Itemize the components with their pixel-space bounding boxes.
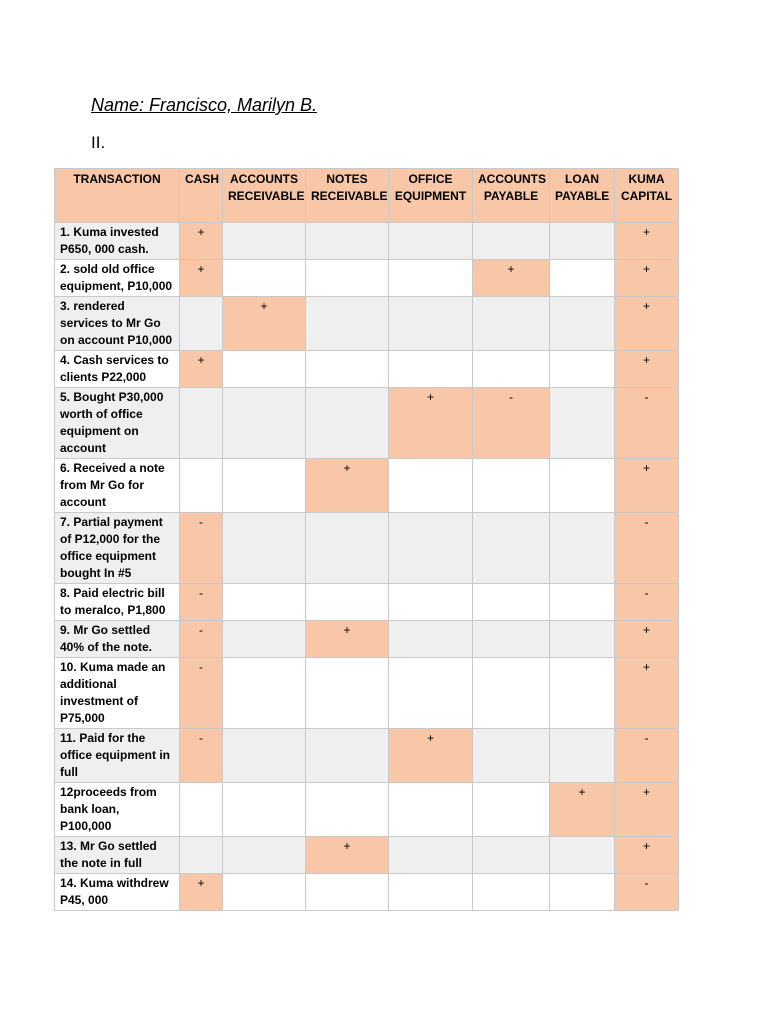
table-row <box>55 459 679 513</box>
effect-cell: + <box>306 837 389 874</box>
col-header: OFFICE EQUIPMENT <box>389 169 473 223</box>
effect-cell: + <box>615 658 679 729</box>
effect-cell: - <box>180 621 223 658</box>
transaction-description: 6. Received a note from Mr Go for account <box>55 459 180 513</box>
effect-cell <box>550 260 615 297</box>
transaction-description: 14. Kuma withdrew P45, 000 <box>55 874 180 911</box>
col-header: NOTES RECEIVABLE <box>306 169 389 223</box>
effect-cell <box>473 837 550 874</box>
transaction-description: 7. Partial payment of P12,000 for the office equipment bought In #5 <box>55 513 180 584</box>
table-row <box>55 223 679 260</box>
effect-cell <box>223 584 306 621</box>
effect-cell <box>389 837 473 874</box>
effect-cell <box>473 223 550 260</box>
effect-cell <box>550 297 615 351</box>
effect-cell <box>550 513 615 584</box>
effect-cell <box>223 260 306 297</box>
transaction-description: 2. sold old office equipment, P10,000 <box>55 260 180 297</box>
header-row <box>55 169 679 223</box>
effect-cell <box>223 658 306 729</box>
effect-cell <box>389 297 473 351</box>
col-header: KUMA CAPITAL <box>615 169 679 223</box>
effect-cell: - <box>615 388 679 459</box>
effect-cell <box>473 297 550 351</box>
table-row <box>55 658 679 729</box>
effect-cell <box>306 658 389 729</box>
effect-cell <box>550 584 615 621</box>
student-name: Name: Francisco, Marilyn B. <box>91 95 318 115</box>
effect-cell <box>389 874 473 911</box>
col-header: CASH <box>180 169 223 223</box>
effect-cell <box>180 459 223 513</box>
table-row <box>55 351 679 388</box>
transaction-description: 13. Mr Go settled the note in full <box>55 837 180 874</box>
effect-cell <box>180 783 223 837</box>
transaction-description: 1. Kuma invested P650, 000 cash. <box>55 223 180 260</box>
effect-cell <box>223 837 306 874</box>
effect-cell: - <box>180 658 223 729</box>
effect-cell: - <box>473 388 550 459</box>
transaction-table <box>54 168 679 911</box>
effect-cell <box>306 260 389 297</box>
effect-cell <box>473 621 550 658</box>
effect-cell <box>473 351 550 388</box>
transaction-description: 8. Paid electric bill to meralco, P1,800 <box>55 584 180 621</box>
effect-cell <box>550 351 615 388</box>
effect-cell <box>550 837 615 874</box>
effect-cell: + <box>389 729 473 783</box>
effect-cell: - <box>615 513 679 584</box>
effect-cell <box>306 783 389 837</box>
effect-cell: + <box>389 388 473 459</box>
section-number: II. <box>91 133 106 152</box>
effect-cell <box>389 658 473 729</box>
transaction-description: 12proceeds from bank loan, P100,000 <box>55 783 180 837</box>
effect-cell <box>389 351 473 388</box>
effect-cell <box>306 223 389 260</box>
table-row <box>55 584 679 621</box>
effect-cell: + <box>615 351 679 388</box>
effect-cell <box>180 297 223 351</box>
effect-cell: + <box>223 297 306 351</box>
effect-cell <box>473 513 550 584</box>
effect-cell: + <box>550 783 615 837</box>
effect-cell <box>550 874 615 911</box>
col-header: ACCOUNTS RECEIVABLE <box>223 169 306 223</box>
effect-cell <box>473 459 550 513</box>
transaction-description: 5. Bought P30,000 worth of office equipment on account <box>55 388 180 459</box>
effect-cell <box>389 584 473 621</box>
table-row <box>55 513 679 584</box>
effect-cell <box>473 729 550 783</box>
effect-cell: - <box>615 874 679 911</box>
effect-cell <box>389 621 473 658</box>
effect-cell: + <box>180 874 223 911</box>
effect-cell: - <box>180 513 223 584</box>
effect-cell <box>223 874 306 911</box>
effect-cell <box>306 584 389 621</box>
effect-cell: - <box>615 729 679 783</box>
effect-cell <box>223 351 306 388</box>
col-header: TRANSACTION <box>55 169 180 223</box>
table-row <box>55 260 679 297</box>
effect-cell <box>306 513 389 584</box>
effect-cell: + <box>180 223 223 260</box>
effect-cell <box>389 260 473 297</box>
effect-cell: + <box>615 260 679 297</box>
effect-cell: + <box>615 223 679 260</box>
effect-cell: + <box>306 459 389 513</box>
effect-cell: + <box>615 783 679 837</box>
effect-cell: + <box>306 621 389 658</box>
transaction-description: 10. Kuma made an additional investment of P75,000 <box>55 658 180 729</box>
effect-cell <box>223 729 306 783</box>
effect-cell <box>306 297 389 351</box>
effect-cell: + <box>615 297 679 351</box>
effect-cell: + <box>615 621 679 658</box>
effect-cell: - <box>615 584 679 621</box>
effect-cell <box>180 837 223 874</box>
effect-cell <box>550 658 615 729</box>
col-header: LOAN PAYABLE <box>550 169 615 223</box>
effect-cell <box>180 388 223 459</box>
effect-cell <box>550 223 615 260</box>
effect-cell: + <box>615 837 679 874</box>
table-row <box>55 874 679 911</box>
effect-cell <box>223 783 306 837</box>
table-row <box>55 388 679 459</box>
effect-cell <box>223 388 306 459</box>
effect-cell <box>306 729 389 783</box>
effect-cell <box>306 388 389 459</box>
effect-cell: + <box>180 351 223 388</box>
effect-cell <box>223 223 306 260</box>
transaction-description: 4. Cash services to clients P22,000 <box>55 351 180 388</box>
effect-cell <box>306 874 389 911</box>
effect-cell <box>550 388 615 459</box>
effect-cell <box>306 351 389 388</box>
effect-cell <box>389 513 473 584</box>
effect-cell <box>223 621 306 658</box>
effect-cell <box>223 459 306 513</box>
table-row <box>55 837 679 874</box>
effect-cell: - <box>180 584 223 621</box>
effect-cell <box>473 658 550 729</box>
effect-cell <box>223 513 306 584</box>
effect-cell <box>389 783 473 837</box>
effect-cell: - <box>180 729 223 783</box>
transaction-description: 11. Paid for the office equipment in full <box>55 729 180 783</box>
effect-cell <box>473 783 550 837</box>
effect-cell <box>473 584 550 621</box>
effect-cell <box>389 223 473 260</box>
effect-cell <box>550 729 615 783</box>
effect-cell <box>550 621 615 658</box>
transaction-description: 3. rendered services to Mr Go on account P10,000 <box>55 297 180 351</box>
effect-cell: + <box>615 459 679 513</box>
table-row <box>55 621 679 658</box>
table-row <box>55 783 679 837</box>
transaction-description: 9. Mr Go settled 40% of the note. <box>55 621 180 658</box>
effect-cell: + <box>180 260 223 297</box>
effect-cell: + <box>473 260 550 297</box>
effect-cell <box>389 459 473 513</box>
effect-cell <box>550 459 615 513</box>
effect-cell <box>473 874 550 911</box>
col-header: ACCOUNTS PAYABLE <box>473 169 550 223</box>
table-row <box>55 729 679 783</box>
table-row <box>55 297 679 351</box>
